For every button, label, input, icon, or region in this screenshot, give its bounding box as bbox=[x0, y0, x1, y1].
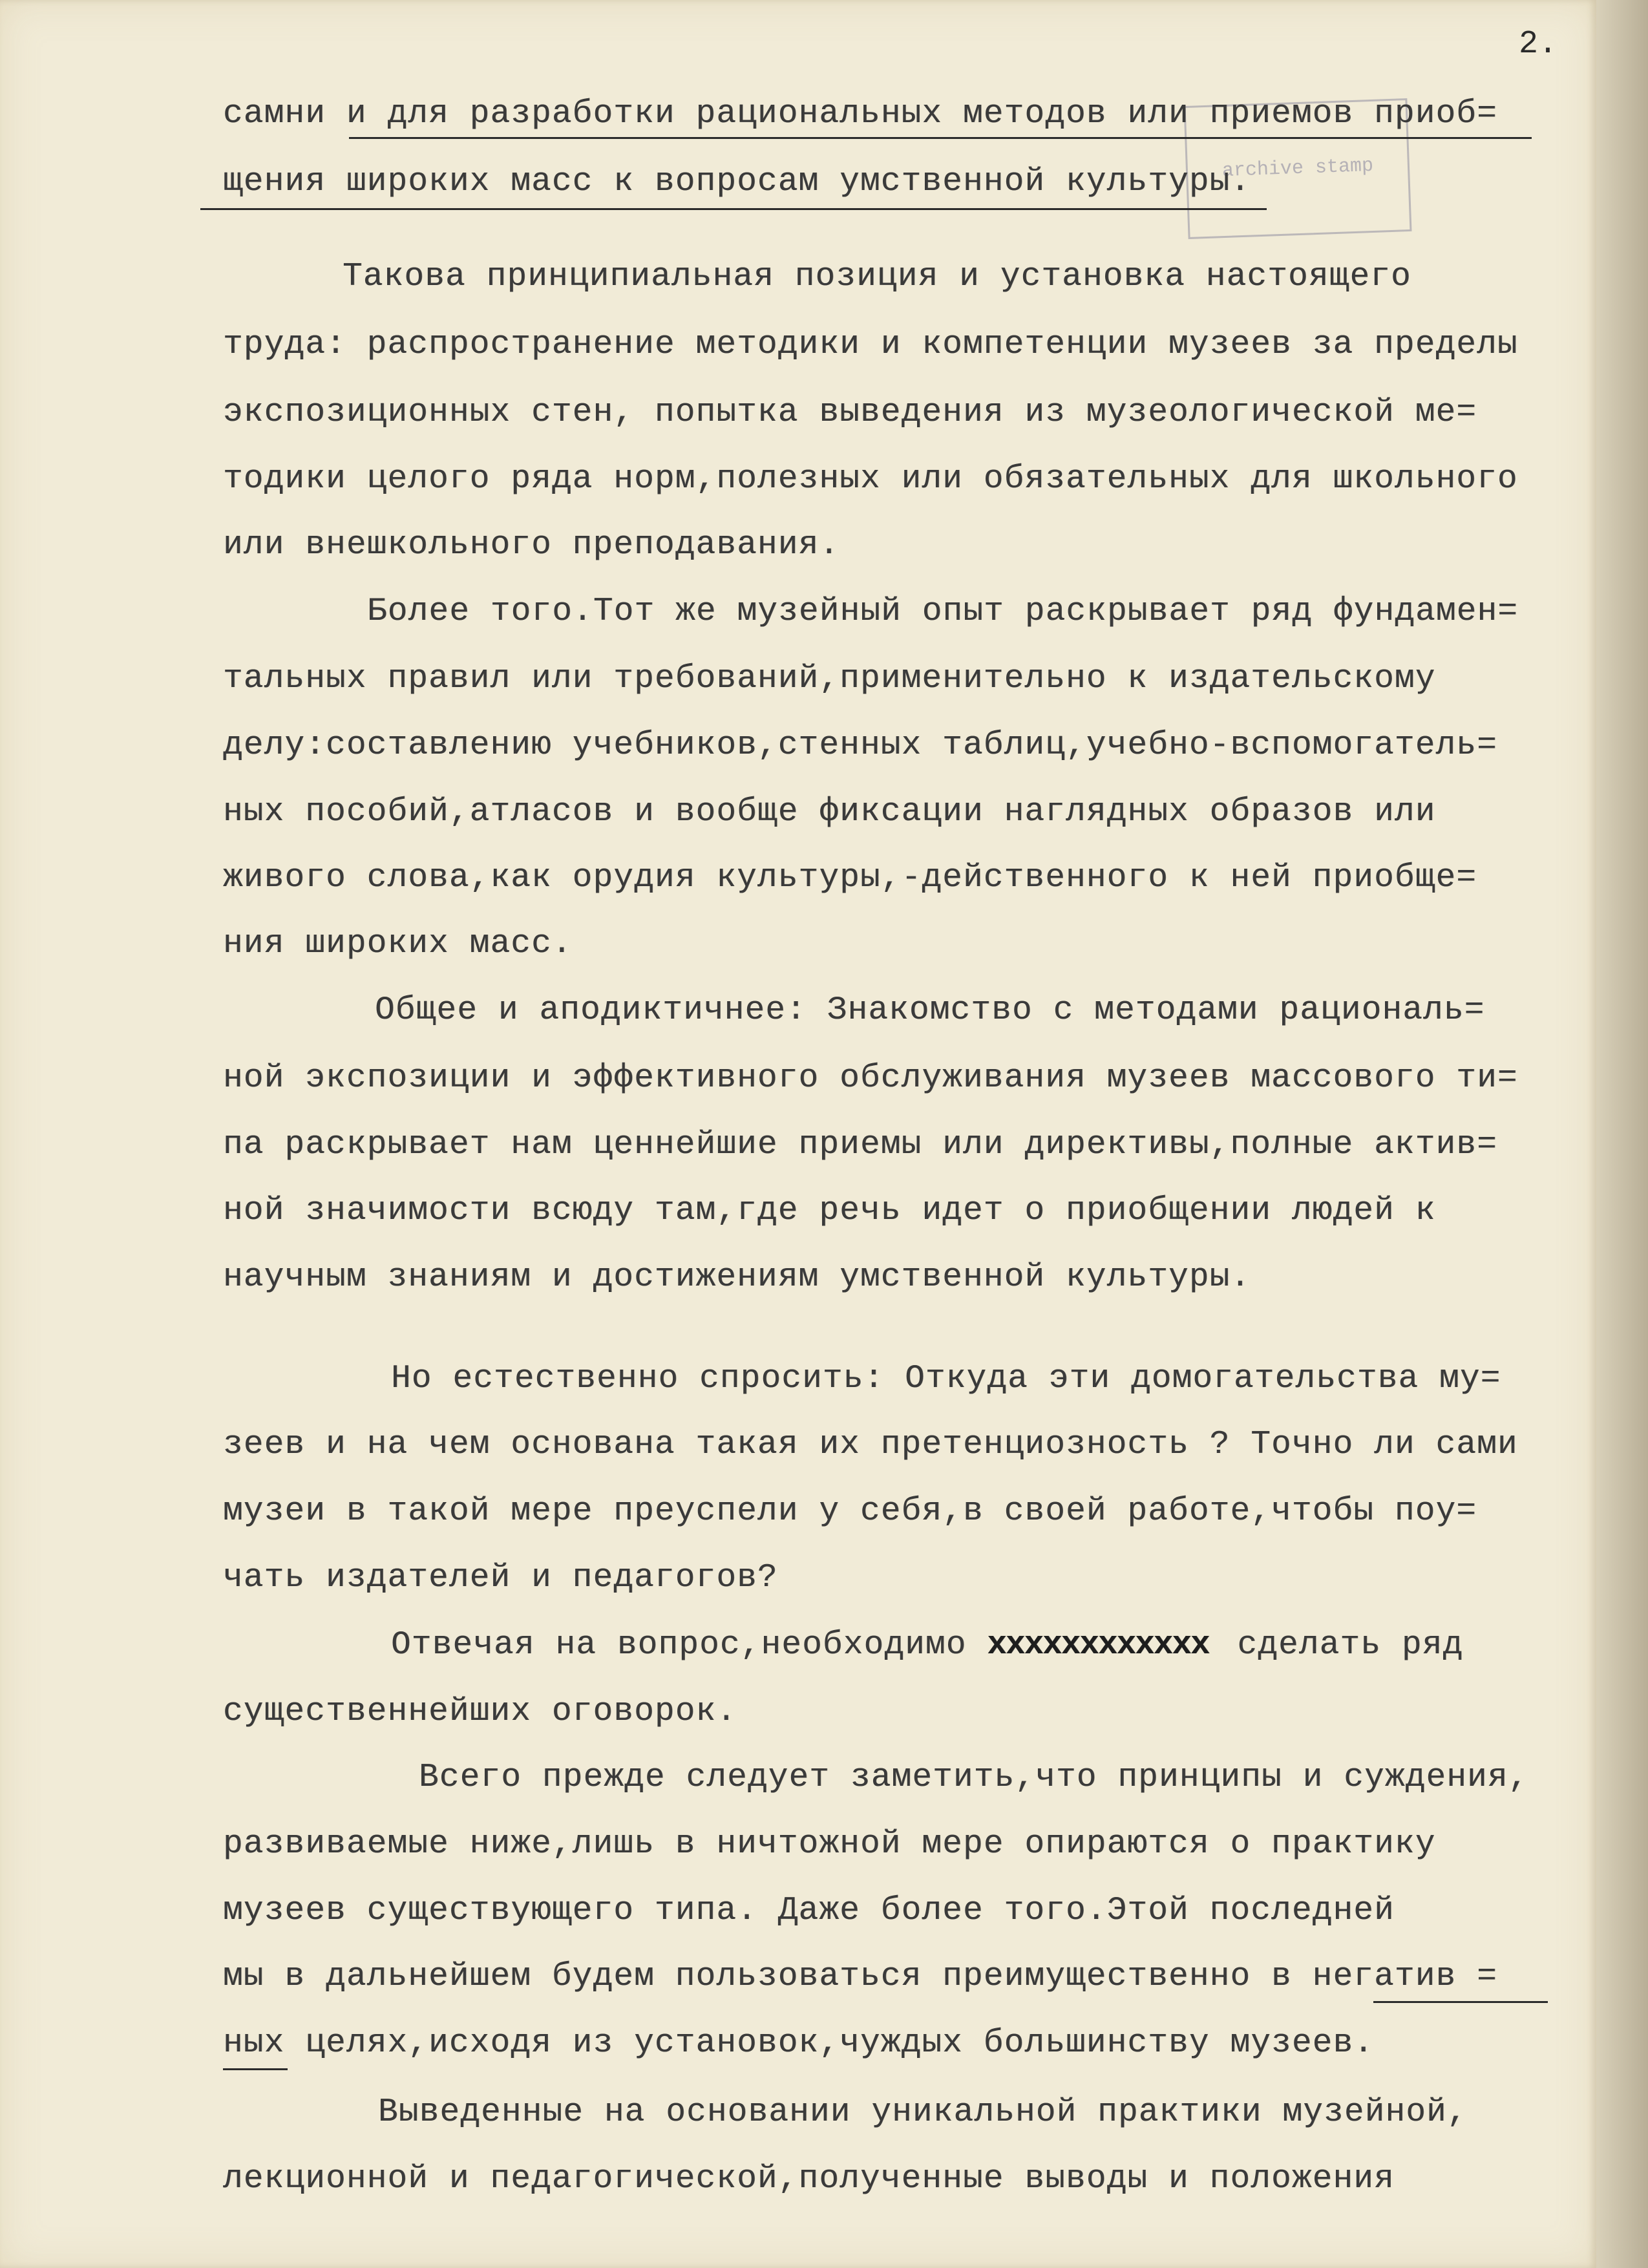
page-number: 2. bbox=[1519, 26, 1558, 63]
text-line: труда: распространение методики и компетенции музеев за пределы bbox=[223, 326, 1518, 363]
text-line: чать издателей и педагогов? bbox=[223, 1560, 778, 1596]
text-line: самни и для разработки рациональных методов или приемов приоб= bbox=[223, 96, 1497, 132]
text-line: Всего прежде следует заметить,что принципы и суждения, bbox=[419, 1759, 1529, 1796]
text-line bbox=[391, 1627, 1463, 1664]
text-line: экспозиционных стен, попытка выведения из музеологической ме= bbox=[223, 394, 1477, 431]
text-line: Общее и аподиктичнее: Знакомство с методами рациональ= bbox=[375, 992, 1485, 1029]
text-line: ных целях,исходя из установок,чуждых большинству музеев. bbox=[223, 2025, 1375, 2062]
text-line: ных пособий,атласов и вообще фиксации наглядных образов или bbox=[223, 794, 1436, 831]
handwritten-underline bbox=[200, 208, 1267, 210]
handwritten-underline bbox=[223, 2068, 288, 2070]
text-line: мы в дальнейшем будем пользоваться преимущественно в негатив = bbox=[223, 1958, 1497, 1995]
text-line: музеев существующего типа. Даже более того.Этой последней bbox=[223, 1892, 1395, 1929]
text-line: Более того.Тот же музейный опыт раскрывает ряд фундамен= bbox=[367, 593, 1519, 630]
text-line: живого слова,как орудия культуры,-действенного к ней приобще= bbox=[223, 860, 1477, 896]
text-line: щения широких масс к вопросам умственной культуры. bbox=[223, 164, 1251, 200]
text-line: научным знаниям и достижениям умственной культуры. bbox=[223, 1259, 1251, 1296]
text-line: лекционной и педагогической,полученные выводы и положения bbox=[223, 2161, 1395, 2198]
text-line: ной экспозиции и эффективного обслуживания музеев массового ти= bbox=[223, 1060, 1518, 1097]
text-line: развиваемые ниже,лишь в ничтожной мере опираются о практику bbox=[223, 1826, 1436, 1863]
text-line: или внешкольного преподавания. bbox=[223, 527, 840, 564]
struck-out-word: xxxxxxxxxxxx bbox=[987, 1627, 1209, 1664]
text-fragment: сделать ряд bbox=[1237, 1627, 1464, 1664]
text-line: Выведенные на основании уникальной практики музейной, bbox=[378, 2094, 1468, 2131]
handwritten-underline bbox=[1373, 2001, 1548, 2003]
text-line: тальных правил или требований,применительно к издательскому bbox=[223, 661, 1436, 697]
text-line: музеи в такой мере преуспели у себя,в своей работе,чтобы поу= bbox=[223, 1493, 1477, 1530]
handwritten-underline bbox=[349, 137, 1532, 139]
page-edge bbox=[1596, 0, 1648, 2268]
text-line: делу:составлению учебников,стенных таблиц,учебно-вспомогатель= bbox=[223, 727, 1497, 764]
text-line: па раскрывает нам ценнейшие приемы или директивы,полные актив= bbox=[223, 1127, 1497, 1163]
text-line: существеннейших оговорок. bbox=[223, 1693, 737, 1730]
text-fragment: Отвечая на вопрос,необходимо bbox=[391, 1627, 988, 1664]
text-line: Но естественно спросить: Откуда эти домогательства му= bbox=[391, 1361, 1501, 1397]
text-line: тодики целого ряда норм,полезных или обязательных для школьного bbox=[223, 461, 1518, 498]
stamp-text: archive stamp bbox=[1221, 154, 1374, 182]
text-line: зеев и на чем основана такая их претенциозность ? Точно ли сами bbox=[223, 1426, 1518, 1463]
text-line: ния широких масс. bbox=[223, 926, 573, 962]
text-line: Такова принципиальная позиция и установка настоящего bbox=[343, 259, 1411, 295]
text-line: ной значимости всюду там,где речь идет о приобщении людей к bbox=[223, 1192, 1436, 1229]
